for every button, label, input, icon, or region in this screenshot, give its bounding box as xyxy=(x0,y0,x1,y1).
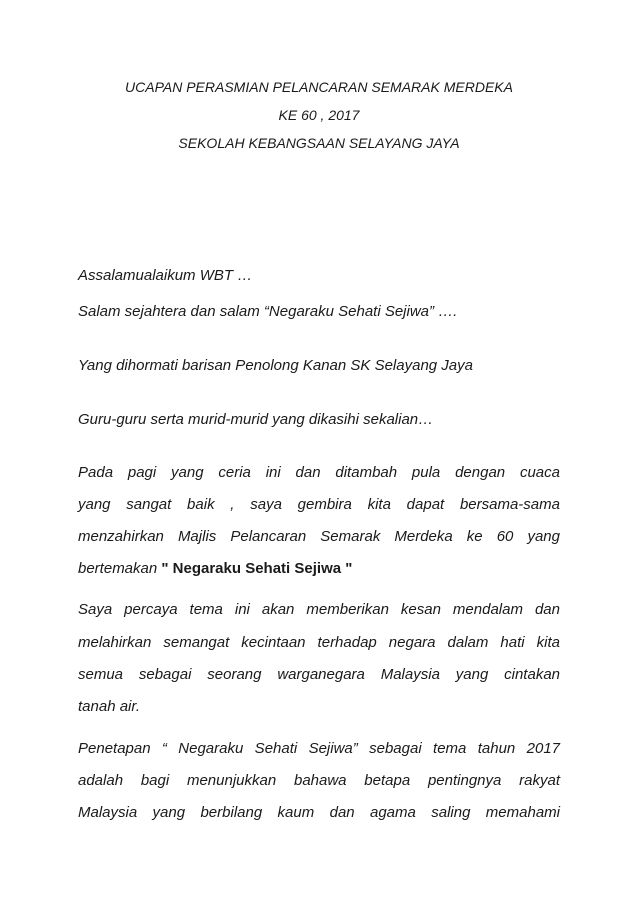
title-line-3: SEKOLAH KEBANGSAAN SELAYANG JAYA xyxy=(178,135,460,151)
para2-line: Saya percaya tema ini akan memberikan kesan mendalam dan xyxy=(78,601,560,618)
para3-line: Malaysia yang berbilang kaum dan agama saling memahami xyxy=(78,804,560,821)
para3-line: adalah bagi menunjukkan bahawa betapa pentingnya rakyat xyxy=(78,772,560,789)
para3-line: Penetapan “ Negaraku Sehati Sejiwa” sebagai tema tahun 2017 xyxy=(78,740,560,757)
title-line-1: UCAPAN PERASMIAN PELANCARAN SEMARAK MERDEKA xyxy=(125,79,513,95)
para2-line: semua sebagai seorang warganegara Malaysia yang cintakan xyxy=(78,666,560,683)
theme-bold: " Negaraku Sehati Sejiwa " xyxy=(161,560,353,577)
para1-line: Pada pagi yang ceria ini dan ditambah pula dengan cuaca xyxy=(78,464,560,481)
para1-line: yang sangat baik , saya gembira kita dapat bersama-sama xyxy=(78,496,560,513)
greeting-line-1: Assalamualaikum WBT … xyxy=(78,267,253,284)
para2-last-line: tanah air. xyxy=(78,698,140,715)
title-line-2: KE 60 , 2017 xyxy=(278,107,360,123)
salutation-2: Guru-guru serta murid-murid yang dikasihi sekalian… xyxy=(78,411,434,428)
para1-last-line xyxy=(78,560,560,577)
para1-line: menzahirkan Majlis Pelancaran Semarak Merdeka ke 60 yang xyxy=(78,528,560,545)
para2-line: melahirkan semangat kecintaan terhadap negara dalam hati kita xyxy=(78,634,560,651)
greeting-line-2: Salam sejahtera dan salam “Negaraku Sehati Sejiwa” …. xyxy=(78,303,458,320)
salutation-1: Yang dihormati barisan Penolong Kanan SK Selayang Jaya xyxy=(78,357,473,374)
para1-prefix: bertemakan xyxy=(78,560,162,577)
